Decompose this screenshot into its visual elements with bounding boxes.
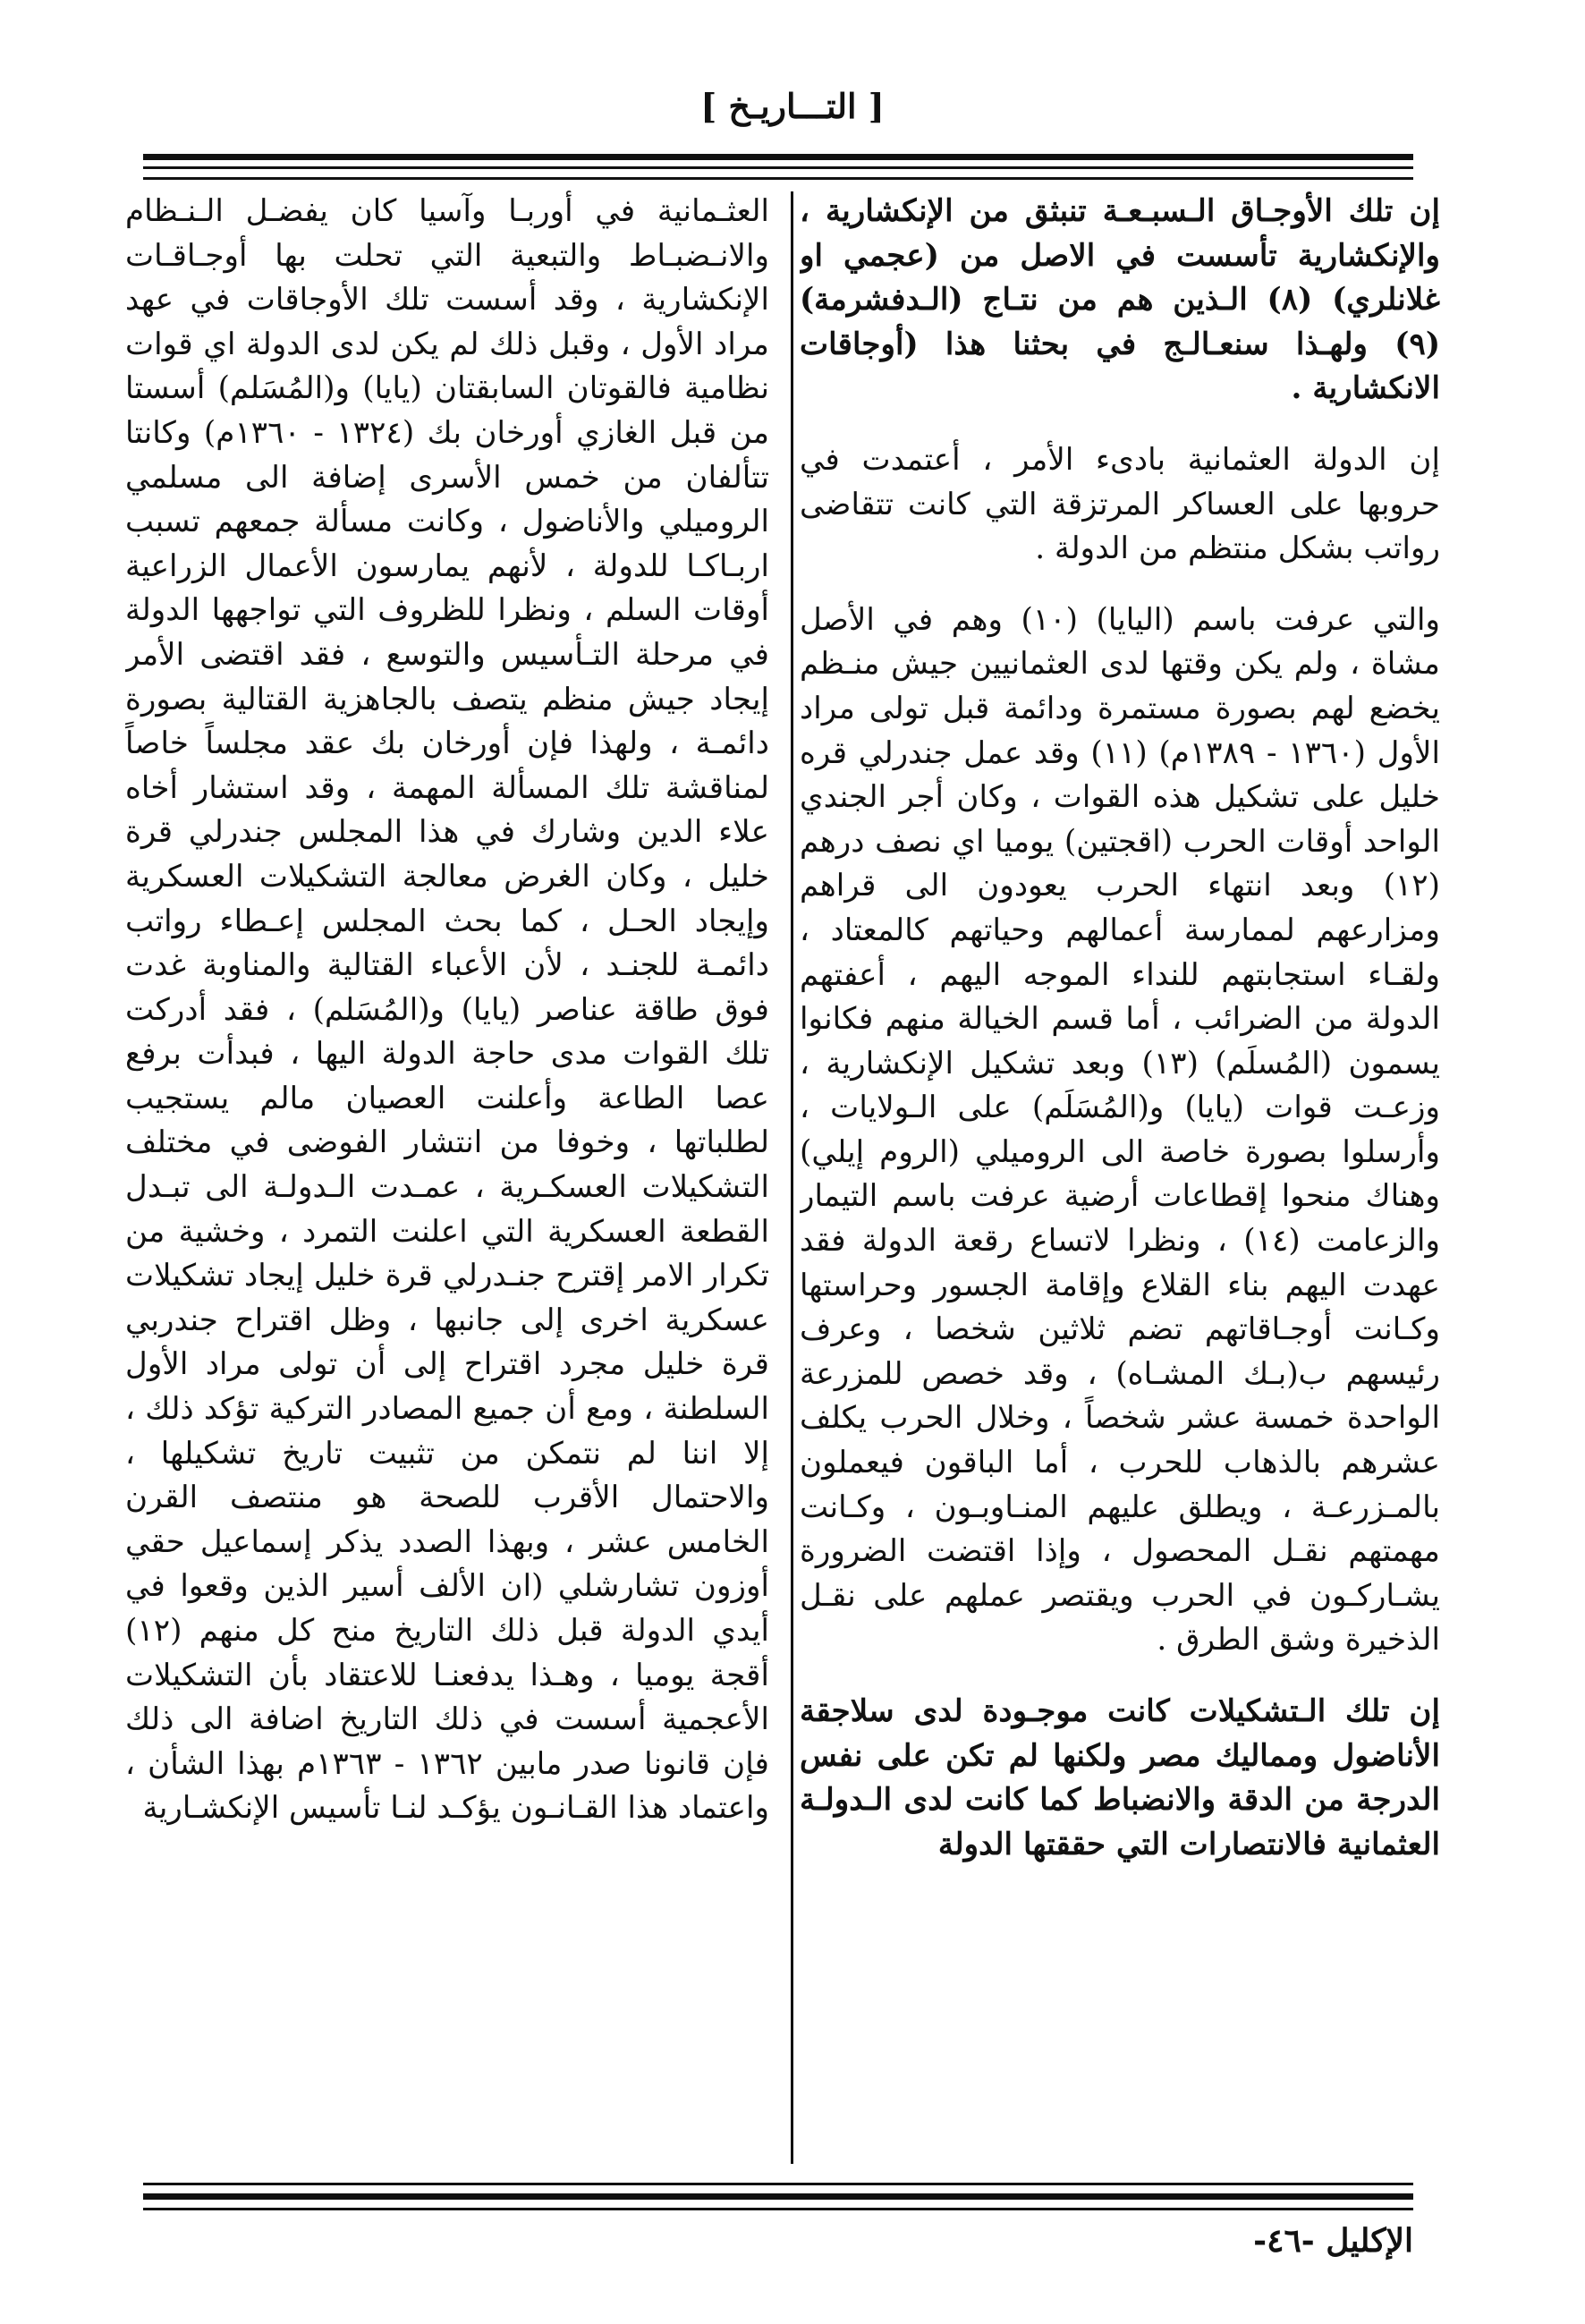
left-paragraph-1: العثـمانية في أوربـا وآسيا كان يفضـل الـنـظام والانـضبـاط والتبعية التي تحلت بها أوجـاقـات الإنكشارية ، وقد أسست تلك الأوجاقات في عهد مراد الأول ، وقبل ذلك لم يكن لدى الدولة اي قوات نظامية فالقوتان السابقتان (يايا) و(المُسَلم) أسستا من قبل الغازي أورخان بك (١٣٢٤ - ١٣٦٠م) وكانتا تتألفان من خمس الأسرى إضافة الى مسلمي الروميلي والأناضول ، وكانت مسألة جمعهم تسبب اربـاكـا للدولة ، لأنهم يمارسون الأعمال الزراعية أوقات السلم ، ونظرا للظروف التي تواجهها الدولة في مرحلة التـأسيس والتوسع ، فقد اقتضى الأمر إيجاد جيش منظم يتصف بالجاهزية القتالية بصورة دائمـة ، ولهذا فإن أورخان بك عقد مجلساً خاصاً لمناقشة تلك المسألة المهمة ، وقد استشار أخاه علاء الدين وشارك في هذا المجلس جندرلي قرة خليل ، وكان الغرض معالجة التشكيلات العسكرية وإيجاد الحـل ، كما بحث المجلس إعـطاء رواتب دائمـة للجنـد ، لأن الأعباء القتالية والمناوبة غدت فوق طاقة عناصر (يايا) و(المُسَلم) ، فقد أدركت تلك القوات مدى حاجة الدولة اليها ، فبدأت برفع عصا الطاعة وأعلنت العصيان مالم يستجيب لطلباتها ، وخوفا من انتشار الفوضى في مختلف التشكيلات العسكـرية ، عمـدت الـدولـة الى تبـدل القطعة العسكرية التي اعلنت التمرد ، وخشية من تكرار الامر إقترح جنـدرلي قرة خليل إيجاد تشكيلات عسكرية اخرى إلى جانبها ، وظل اقتراح جندربي قرة خليل مجرد اقتراح إلى أن تولى مراد الأول السلطنة ، ومع أن جميع المصادر التركية تؤكد ذلك ، إلا اننا لم نتمكن من تثبيت تاريخ تشكيلها ، والاحتمال الأقرب للصحة هو منتصف القرن الخامس عشر ، وبهذا الصدد يذكر إسماعيل حقي أوزون تشارشلي (ان الألف أسير الذين وقعوا في أيدي الدولة قبل ذلك التاريخ منح كل منهم (١٢) أقجة يوميا ، وهـذا يدفعنـا للاعتقاد بأن التشكيلات الأعجمية أسست في ذلك التاريخ اضافة الى ذلك فإن قانونا صدر مابين ١٣٦٢ - ١٣٦٣م بهذا الشأن ، واعتماد هذا القـانـون يؤكـد لنـا تأسيس الإنكشـارية xyxy=(125,193,769,1827)
bottom-rule-thick xyxy=(143,2193,1413,2200)
right-paragraph-2: إن الدولة العثمانية بادىء الأمر ، أعتمدت في حروبها على العساكر المرتزقة التي كانت تتقاضى رواتب بشكل منتظم من الدولة . xyxy=(800,441,1440,567)
section-title: [ التـــاريـخ ] xyxy=(700,86,885,126)
top-rule-thick xyxy=(143,154,1413,160)
bottom-rule-thin-2 xyxy=(143,2208,1413,2210)
right-paragraph-3: والتي عرفت باسم (اليايا) (١٠) وهم في الأصل مشاة ، ولم يكن وقتها لدى العثمانيين جيش منـظم يخضع لهم بصورة مستمرة ودائمة قبل تولى مراد الأول (١٣٦٠ - ١٣٨٩م) (١١) وقد عمل جندرلي قره خليل على تشكيل هذه القوات ، وكان أجر الجندي الواحد أوقات الحرب (اقجتين) يوميا اي نصف درهم (١٢) وبعد انتهاء الحرب يعودون الى قراهم ومزارعهم لممارسة أعمالهم وحياتهم كالمعتاد ، ولقـاء استجابتهم للنداء الموجه اليهم ، أعفتهم الدولة من الضرائب ، أما قسم الخيالة منهم فكانوا يسمون (المُسلَم) (١٣) وبعد تشكيل الإنكشارية ، وزعـت قوات (يايا) و(المُسَلَم) على الـولايات ، وأرسلوا بصورة خاصة الى الروميلي (الروم إيلي) وهناك منحوا إقطاعات أرضية عرفت باسم التيمار والزعامت (١٤) ، ونظرا لاتساع رقعة الدولة فقد عهدت اليهم بناء القلاع وإقامة الجسور وحراستها وكـانت أوجـاقاتهم تضم ثلاثين شخصا ، وعرف رئيسهم ب(بـك المشـاه) ، وقد خصص للمزرعة الواحدة خمسة عشر شخصاً ، وخلال الحرب يكلف عشرهم بالذهاب للحرب ، أما الباقون فيعملون بالمـزرعـة ، ويطلق عليهم المنـاوبـون ، وكـانت مهمتهم نقـل المحصول ، وإذا اقتضت الضرورة يشـاركـون في الحرب ويقتصر عملهم على نقـل الذخيرة وشق الطرق . xyxy=(800,601,1440,1658)
bottom-rule-thin xyxy=(143,2183,1413,2185)
top-rule-thin xyxy=(143,166,1413,169)
column-divider xyxy=(791,191,793,2164)
left-column xyxy=(125,190,769,2176)
right-paragraph-4: إن تلك الـتشكيلات كانت موجـودة لدى سلاجقة الأناضول ومماليك مصر ولكنها لم تكن على نفس الدرجة من الدقة والانضباط كما كانت لدى الـدولـة العثمانية فالانتصارات التي حققتها الدولة xyxy=(800,1693,1440,1862)
right-column xyxy=(800,190,1440,2176)
right-paragraph-1: إن تلك الأوجـاق الـسبـعـة تنبثق من الإنكشارية ، والإنكشارية تأسست في الاصل من (عجمي او غلانلري) (٨) الـذين هم من نتـاج (الـدفشرمة) (٩) ولهـذا سنعـالـج في بحثنا هذا (أوجاقات الانكشارية . xyxy=(800,193,1440,407)
top-rule-thin-2 xyxy=(143,177,1413,180)
page-footer: الإكليل -٤٦- xyxy=(1253,2222,1413,2260)
